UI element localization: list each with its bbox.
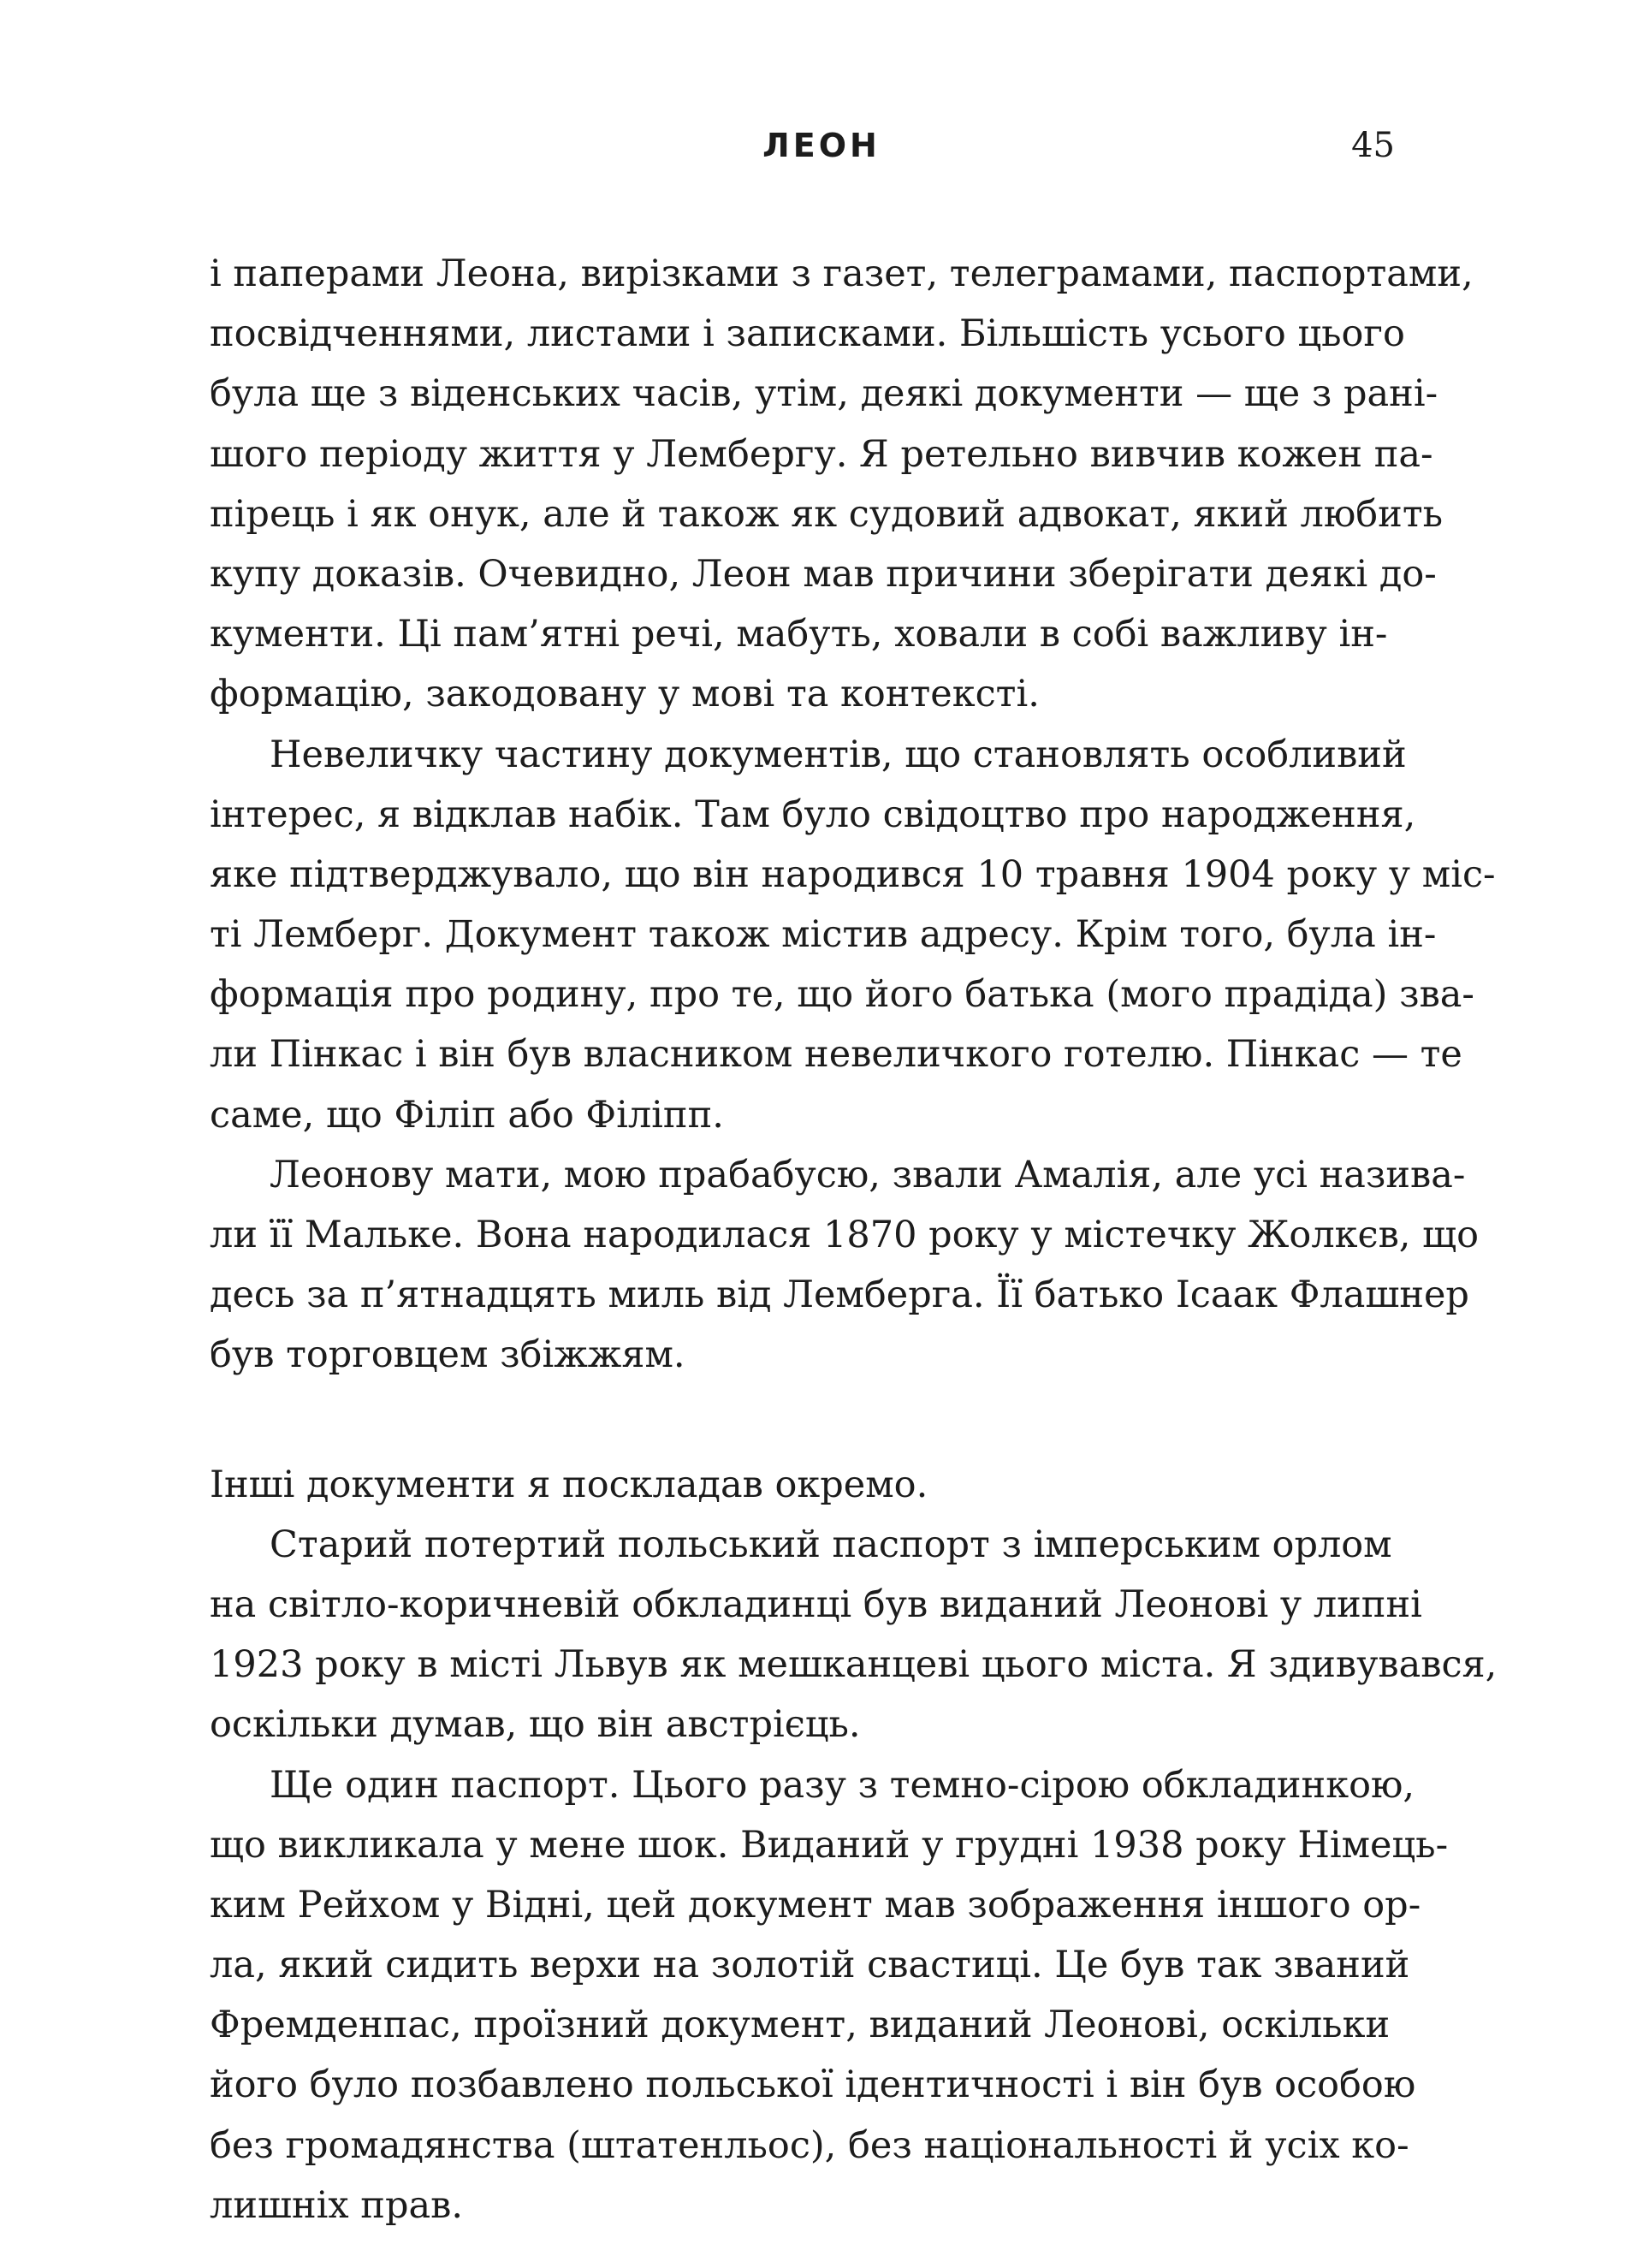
text-line: 1923 року в місті Львув як мешканцеві цього міста. Я здивувався, (210, 1643, 1498, 1687)
text-line: ті Лемберг. Документ також містив адресу. Крім того, була ін- (210, 913, 1437, 957)
text-line: шого періоду життя у Лембергу. Я ретельно вивчив кожен па- (210, 432, 1433, 476)
text-line: Інші документи я поскладав окремо. (210, 1463, 928, 1506)
text-line: лишніх прав. (210, 2183, 463, 2227)
text-line: Невеличку частину документів, що становлять особливий (270, 733, 1407, 776)
running-title: ЛЕОН (762, 127, 881, 164)
text-line: на світло-коричневій обкладинці був виданий Леонові у липні (210, 1582, 1422, 1626)
text-line: був торговцем збіжжям. (210, 1333, 685, 1377)
running-head (0, 120, 1643, 171)
text-line: без громадянства (штатенльос), без національності й усіх ко- (210, 2123, 1409, 2167)
text-line: Старий потертий польський паспорт з імперським орлом (270, 1523, 1392, 1566)
text-line: оскільки думав, що він австрієць. (210, 1703, 861, 1747)
text-line: пірець і як онук, але й також як судовий адвокат, який любить (210, 492, 1444, 536)
page-number: 45 (1351, 126, 1395, 165)
text-line: кументи. Ці пам’ятні речі, мабуть, ховали в собі важливу ін- (210, 613, 1388, 656)
text-line: що викликала у мене шок. Виданий у грудні 1938 року Німець- (210, 1823, 1449, 1867)
text-line: ли Пінкас і він був власником невеличкого готелю. Пінкас — те (210, 1033, 1462, 1077)
text-line: купу доказів. Очевидно, Леон мав причини зберігати деякі до- (210, 552, 1437, 596)
text-line: інтерес, я відклав набік. Там було свідоцтво про народження, (210, 793, 1416, 836)
text-line: його було позбавлено польської ідентичності і він був особою (210, 2063, 1416, 2107)
text-line: Ще один паспорт. Цього разу з темно-сірою обкладинкою, (270, 1763, 1415, 1807)
body-text (210, 244, 1498, 2235)
text-line: саме, що Філіп або Філіпп. (210, 1093, 724, 1137)
text-line: Леонову мати, мою прабабусю, звали Амалія, але усі назива- (270, 1153, 1466, 1196)
text-line: формацію, закодовану у мові та контексті. (210, 673, 1040, 716)
text-line: Фремденпас, проїзний документ, виданий Леонові, оскільки (210, 2004, 1391, 2047)
text-line: яке підтверджувало, що він народився 10 травня 1904 року у міс- (210, 852, 1496, 896)
text-line: ким Рейхом у Відні, цей документ мав зображення іншого ор- (210, 1883, 1421, 1927)
text-line: посвідченнями, листами і записками. Більшість усього цього (210, 312, 1405, 356)
section-break (210, 1386, 1408, 1455)
text-line: десь за п’ятнадцять миль від Лемберга. Її батько Ісаак Флашнер (210, 1274, 1469, 1317)
text-line: і паперами Леона, вирізками з газет, телеграмами, паспортами, (210, 252, 1474, 295)
text-line: ла, який сидить верхи на золотій свастиці. Це був так званий (210, 1944, 1410, 1987)
text-line: формація про родину, про те, що його батька (мого прадіда) зва- (210, 973, 1474, 1017)
text-line: ли її Мальке. Вона народилася 1870 року у містечку Жолкєв, що (210, 1214, 1479, 1256)
text-line: була ще з віденських часів, утім, деякі документи — ще з рані- (210, 372, 1438, 416)
